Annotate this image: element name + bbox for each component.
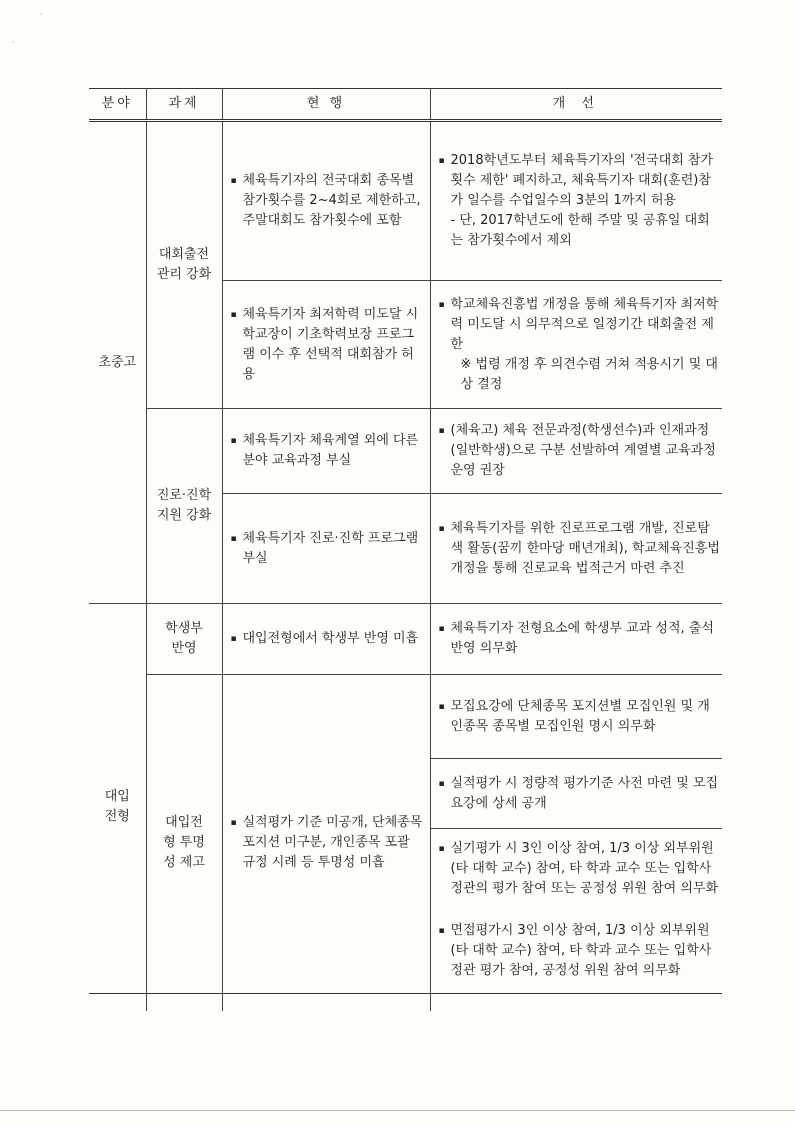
current-cell: ▪ 체육특기자 체육계열 외에 다른 분야 교육과정 부실 bbox=[222, 409, 430, 494]
task-cell: 학생부 반영 bbox=[146, 604, 222, 675]
header-field: 분야 bbox=[89, 89, 146, 121]
table-row bbox=[89, 121, 722, 281]
header-current: 현 행 bbox=[222, 89, 430, 121]
current-cell: ▪ 체육특기자 최저학력 미도달 시 학교장이 기초학력보장 프로그램 이수 후 선택적 대회참가 허용 bbox=[222, 281, 430, 409]
table-header-row bbox=[89, 89, 722, 121]
task-cell: 진로·진학 지원 강화 bbox=[146, 409, 222, 604]
improvement-cell: ▪ 실적평가 시 정량적 평가기준 사전 마련 및 모집요강에 상세 공개 bbox=[430, 759, 722, 829]
improvement-cell: ▪ (체육고) 체육 전문과정(학생선수)과 인재과정(일반학생)으로 구분 선발하여 계열별 교육과정 운영 권장 bbox=[430, 409, 722, 494]
improvement-cell: ▪ 2018학년도부터 체육특기자의 '전국대회 참가횟수 제한' 폐지하고, 체육특기자 대회(훈련)참가 일수를 수업일수의 3분의 1까지 허용 - 단, 2017학년도에 한해 주말 및 공휴일 대회는 참가횟수에서 제외 bbox=[430, 121, 722, 281]
current-cell: ▪ 실적평가 기준 미공개, 단체종목 포지션 미구분, 개인종목 포괄 규정 시례 등 투명성 미흡 bbox=[222, 675, 430, 1011]
improvement-cell: ▪ 모집요강에 단체종목 포지션별 모집인원 및 개인종목 종목별 모집인원 명시 의무화 bbox=[430, 675, 722, 759]
improvement-cell: ▪ 체육특기자 전형요소에 학생부 교과 성적, 출석 반영 의무화 bbox=[430, 604, 722, 675]
task-cell: 대회출전 관리 강화 bbox=[146, 121, 222, 409]
improvement-cell: ▪ 실기평가 시 3인 이상 참여, 1/3 이상 외부위원(타 대학 교수) 참여, 타 학과 교수 또는 입학사정관의 평가 참여 또는 공정성 위원 참여 의무화 bbox=[438, 841, 719, 896]
current-cell: ▪ 체육특기자 진로·진학 프로그램 부실 bbox=[222, 494, 430, 604]
header-improvement: 개 선 bbox=[430, 89, 722, 121]
sub-note: - 단, 2017학년도에 한해 주말 및 공휴일 대회는 참가횟수에서 제외 bbox=[450, 213, 710, 248]
improvement-cell: ▪ 학교체육진흥법 개정을 통해 체육특기자 최저학력 미도달 시 의무적으로 일정기간 대회출전 제한 ※ 법령 개정 후 의견수렴 거쳐 적용시기 및 대상 결정 bbox=[430, 281, 722, 409]
improvement-cell: ▪ 면접평가시 3인 이상 참여, 1/3 이상 외부위원(타 대학 교수) 참여, 타 학과 교수 또는 입학사정관 평가 참여, 공정성 위원 참여 의무화 bbox=[438, 922, 712, 978]
field-cell: 초중고 bbox=[89, 121, 146, 604]
law-note: ※ 법령 개정 후 의견수렴 거쳐 적용시기 및 대상 결정 bbox=[460, 356, 718, 392]
scan-speck: · bbox=[12, 38, 15, 47]
field-cell: 대입 전형 bbox=[89, 604, 146, 1011]
improvement-cell: ▪ 체육특기자를 위한 진로프로그램 개발, 진로탐색 활동(꿈끼 한마당 매년개최), 학교체육진흥법 개정을 통해 진로교육 법적근거 마련 추진 bbox=[430, 494, 722, 604]
table-row bbox=[89, 675, 722, 759]
scan-speck: · bbox=[40, 10, 43, 19]
policy-table bbox=[89, 88, 722, 1011]
table-row bbox=[89, 604, 722, 675]
task-cell: 대입전형 투명성 제고 bbox=[146, 675, 222, 1011]
header-task: 과제 bbox=[146, 89, 222, 121]
table-bottom-rule bbox=[89, 993, 722, 994]
page-footer-line bbox=[0, 1110, 795, 1111]
current-cell: ▪ 대입전형에서 학생부 반영 미흡 bbox=[222, 604, 430, 675]
table-row bbox=[89, 409, 722, 494]
current-cell: ▪ 체육특기자의 전국대회 종목별 참가횟수를 2~4회로 제한하고, 주말대회도 참가횟수에 포함 bbox=[222, 121, 430, 281]
